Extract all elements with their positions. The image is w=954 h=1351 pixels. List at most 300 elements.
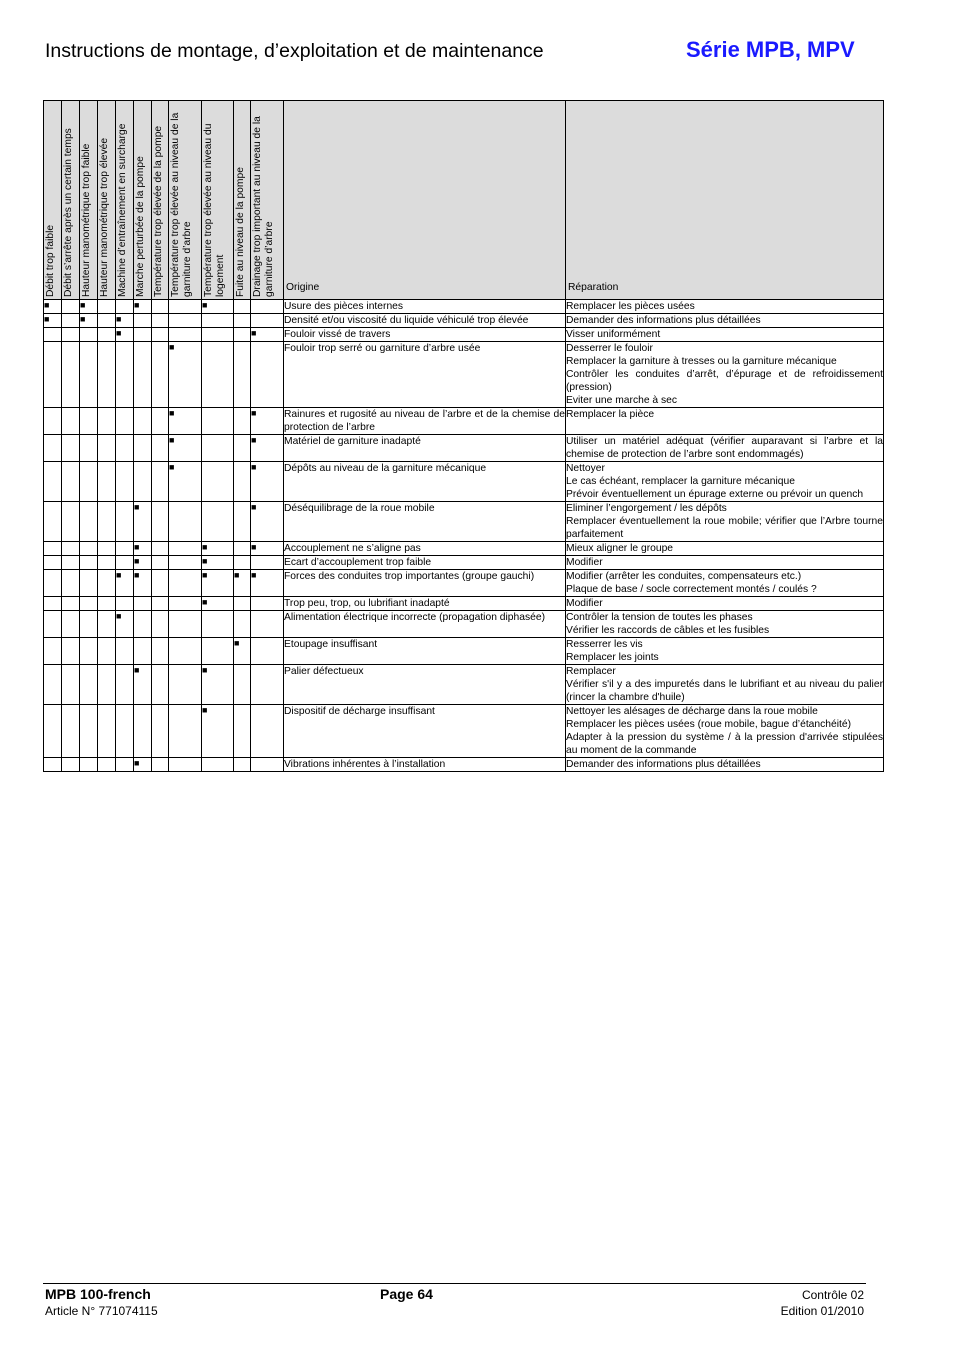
repair-line: Resserrer les vis: [566, 639, 643, 650]
table-row: [44, 462, 884, 502]
repair-cell: [566, 314, 884, 328]
symptom-cell: [44, 435, 62, 462]
origin-cell: [284, 665, 566, 705]
footer-page-number: Page 64: [380, 1286, 433, 1302]
repair-line: Remplacer les joints: [566, 652, 659, 663]
check-marker: ■: [134, 758, 140, 768]
symptom-cell: [98, 328, 116, 342]
check-marker: ■: [134, 300, 140, 310]
symptom-cell: [62, 556, 80, 570]
symptom-cell: [62, 570, 80, 597]
symptom-cell: [98, 570, 116, 597]
symptom-cell: [98, 665, 116, 705]
symptom-cell: [98, 435, 116, 462]
symptom-cell: [80, 597, 98, 611]
symptom-cell: [80, 300, 98, 314]
symptom-cell: [80, 314, 98, 328]
check-marker: ■: [169, 342, 175, 352]
symptom-label: Drainage trop important au niveau de la garniture d’arbre: [252, 116, 275, 297]
symptom-cell: [202, 328, 234, 342]
symptom-cell: [116, 611, 134, 638]
origin-header: Origine: [284, 101, 566, 300]
symptom-cell: [152, 705, 169, 758]
symptom-cell: [62, 758, 80, 772]
footer-control: Contrôle 02: [801, 1288, 864, 1302]
symptom-cell: [202, 758, 234, 772]
repair-line: Nettoyer les alésages de décharge dans la roue mobile: [566, 706, 818, 717]
symptom-cell: [44, 462, 62, 502]
symptom-label: Débit trop faible: [45, 224, 56, 297]
symptom-cell: [98, 462, 116, 502]
symptom-cell: [134, 542, 152, 556]
symptom-cell: [152, 638, 169, 665]
symptom-cell: [234, 570, 251, 597]
symptom-label: Température trop élevée au niveau de la garniture d’arbre: [170, 112, 193, 297]
symptom-cell: [251, 758, 284, 772]
symptom-cell: [116, 556, 134, 570]
repair-line: Demander des informations plus détaillées: [566, 759, 761, 770]
symptom-header: [98, 101, 116, 300]
symptom-cell: [134, 570, 152, 597]
symptom-cell: [62, 665, 80, 705]
symptom-cell: [202, 665, 234, 705]
symptom-cell: [251, 328, 284, 342]
check-marker: ■: [202, 597, 208, 607]
symptom-cell: [234, 597, 251, 611]
symptom-cell: [152, 665, 169, 705]
symptom-cell: [234, 542, 251, 556]
symptom-cell: [251, 597, 284, 611]
symptom-header: [44, 101, 62, 300]
symptom-cell: [152, 570, 169, 597]
symptom-cell: [134, 462, 152, 502]
symptom-header: [80, 101, 98, 300]
origin-cell: [284, 328, 566, 342]
check-marker: ■: [251, 328, 257, 338]
troubleshooting-table: [43, 100, 884, 772]
symptom-cell: [80, 758, 98, 772]
symptom-cell: [152, 758, 169, 772]
repair-cell: [566, 665, 884, 705]
repair-line: Contrôler la tension de toutes les phases: [566, 612, 753, 623]
symptom-cell: [98, 408, 116, 435]
symptom-cell: [251, 314, 284, 328]
origin-cell: [284, 638, 566, 665]
symptom-cell: [169, 665, 202, 705]
symptom-cell: [98, 611, 116, 638]
symptom-cell: [202, 542, 234, 556]
repair-line: Plaque de base / socle correctement montés / coulés ?: [566, 584, 817, 595]
symptom-cell: [251, 665, 284, 705]
symptom-cell: [169, 638, 202, 665]
symptom-header: [234, 101, 251, 300]
symptom-cell: [251, 408, 284, 435]
footer-document-id: MPB 100-french: [45, 1286, 151, 1302]
symptom-label: Machine d’entraînement en surcharge: [117, 123, 128, 297]
symptom-cell: [169, 556, 202, 570]
repair-cell: [566, 570, 884, 597]
symptom-header: [116, 101, 134, 300]
symptom-cell: [234, 502, 251, 542]
repair-line: Demander des informations plus détaillées: [566, 315, 761, 326]
symptom-cell: [169, 435, 202, 462]
symptom-cell: [44, 638, 62, 665]
symptom-header: [62, 101, 80, 300]
check-marker: ■: [169, 462, 175, 472]
symptom-cell: [134, 328, 152, 342]
table-body: [44, 300, 884, 772]
symptom-cell: [116, 328, 134, 342]
repair-cell: [566, 300, 884, 314]
repair-cell: [566, 542, 884, 556]
table-row: [44, 570, 884, 597]
symptom-cell: [116, 570, 134, 597]
symptom-cell: [169, 300, 202, 314]
origin-line: Usure des pièces internes: [284, 301, 404, 312]
table-row: [44, 435, 884, 462]
symptom-cell: [234, 314, 251, 328]
check-marker: ■: [202, 556, 208, 566]
symptom-cell: [98, 542, 116, 556]
origin-cell: [284, 597, 566, 611]
symptom-cell: [62, 705, 80, 758]
symptom-cell: [202, 342, 234, 408]
repair-cell: [566, 408, 884, 435]
origin-line: Fouloir trop serré ou garniture d’arbre usée: [284, 343, 481, 354]
origin-cell: [284, 542, 566, 556]
check-marker: ■: [251, 502, 257, 512]
symptom-cell: [98, 300, 116, 314]
symptom-cell: [98, 758, 116, 772]
table-row: [44, 328, 884, 342]
repair-line: Eliminer l’engorgement / les dépôts: [566, 503, 727, 514]
table-row: [44, 408, 884, 435]
symptom-cell: [116, 502, 134, 542]
origin-cell: [284, 314, 566, 328]
origin-line: Dispositif de décharge insuffisant: [284, 706, 435, 717]
symptom-cell: [251, 435, 284, 462]
symptom-cell: [169, 314, 202, 328]
symptom-cell: [80, 462, 98, 502]
symptom-cell: [202, 597, 234, 611]
symptom-cell: [62, 300, 80, 314]
symptom-cell: [251, 300, 284, 314]
check-marker: ■: [116, 570, 122, 580]
symptom-cell: [152, 300, 169, 314]
check-marker: ■: [134, 502, 140, 512]
origin-line: Vibrations inhérentes à l’installation: [284, 759, 446, 770]
symptom-cell: [80, 570, 98, 597]
symptom-cell: [134, 502, 152, 542]
symptom-cell: [202, 705, 234, 758]
symptom-cell: [152, 462, 169, 502]
symptom-cell: [44, 597, 62, 611]
symptom-cell: [44, 570, 62, 597]
symptom-cell: [44, 408, 62, 435]
symptom-cell: [116, 665, 134, 705]
table-row: [44, 542, 884, 556]
repair-cell: [566, 342, 884, 408]
repair-line: Adapter à la pression du système / à la pression d'arrivée stipulées au moment de la commande: [566, 732, 883, 756]
symptom-cell: [169, 502, 202, 542]
symptom-cell: [62, 435, 80, 462]
symptom-cell: [62, 502, 80, 542]
symptom-cell: [152, 408, 169, 435]
symptom-cell: [251, 542, 284, 556]
origin-line: Fouloir vissé de travers: [284, 329, 391, 340]
table-row: [44, 597, 884, 611]
symptom-cell: [116, 314, 134, 328]
symptom-cell: [169, 408, 202, 435]
table-row: [44, 502, 884, 542]
check-marker: ■: [251, 542, 257, 552]
symptom-cell: [80, 435, 98, 462]
check-marker: ■: [134, 542, 140, 552]
origin-line: Rainures et rugosité au niveau de l’arbre et de la chemise de protection de l’arbre: [284, 409, 565, 433]
symptom-cell: [98, 705, 116, 758]
symptom-cell: [251, 462, 284, 502]
symptom-cell: [234, 638, 251, 665]
origin-cell: [284, 408, 566, 435]
check-marker: ■: [202, 300, 208, 310]
symptom-cell: [234, 758, 251, 772]
table-row: [44, 556, 884, 570]
symptom-cell: [80, 705, 98, 758]
table-row: [44, 758, 884, 772]
table-row: [44, 638, 884, 665]
symptom-cell: [251, 502, 284, 542]
footer-article-number: Article N° 771074115: [45, 1304, 158, 1318]
symptom-cell: [98, 342, 116, 408]
origin-cell: [284, 300, 566, 314]
symptom-cell: [98, 638, 116, 665]
symptom-cell: [152, 611, 169, 638]
symptom-cell: [134, 665, 152, 705]
origin-line: Densité et/ou viscosité du liquide véhiculé trop élevée: [284, 315, 529, 326]
symptom-cell: [98, 314, 116, 328]
symptom-cell: [80, 665, 98, 705]
symptom-label: Débit s’arrête après un certain temps: [63, 128, 74, 297]
symptom-cell: [152, 328, 169, 342]
symptom-cell: [202, 314, 234, 328]
symptom-cell: [234, 300, 251, 314]
check-marker: ■: [169, 435, 175, 445]
repair-cell: [566, 597, 884, 611]
symptom-header: [152, 101, 169, 300]
check-marker: ■: [80, 314, 86, 324]
symptom-cell: [152, 502, 169, 542]
symptom-cell: [202, 570, 234, 597]
check-marker: ■: [116, 611, 122, 621]
symptom-cell: [44, 314, 62, 328]
symptom-cell: [44, 542, 62, 556]
repair-cell: [566, 328, 884, 342]
origin-cell: [284, 435, 566, 462]
origin-line: Trop peu, trop, ou lubrifiant inadapté: [284, 598, 450, 609]
symptom-cell: [202, 408, 234, 435]
symptom-label: Fuite au niveau de la pompe: [235, 167, 246, 297]
repair-line: Le cas échéant, remplacer la garniture mécanique: [566, 476, 795, 487]
symptom-label: Hauteur manométrique trop faible: [81, 143, 92, 297]
symptom-cell: [116, 597, 134, 611]
symptom-cell: [62, 597, 80, 611]
table-row: [44, 705, 884, 758]
symptom-cell: [152, 342, 169, 408]
repair-line: Mieux aligner le groupe: [566, 543, 674, 554]
symptom-label: Température trop élevée au niveau du logement: [203, 123, 226, 297]
check-marker: ■: [116, 314, 122, 324]
symptom-cell: [134, 342, 152, 408]
origin-line: Etoupage insuffisant: [284, 639, 378, 650]
footer-edition: Edition 01/2010: [780, 1304, 864, 1318]
symptom-cell: [62, 638, 80, 665]
symptom-cell: [62, 611, 80, 638]
repair-line: Remplacer: [566, 666, 616, 677]
symptom-cell: [152, 542, 169, 556]
symptom-cell: [169, 758, 202, 772]
origin-line: Alimentation électrique incorrecte (propagation diphasée): [284, 612, 546, 623]
origin-cell: [284, 462, 566, 502]
check-marker: ■: [169, 408, 175, 418]
symptom-cell: [44, 758, 62, 772]
symptom-cell: [116, 758, 134, 772]
symptom-cell: [98, 556, 116, 570]
repair-cell: [566, 502, 884, 542]
symptom-cell: [152, 435, 169, 462]
check-marker: ■: [134, 570, 140, 580]
series-title: Série MPB, MPV: [686, 37, 855, 62]
symptom-cell: [80, 611, 98, 638]
repair-line: Vérifier les raccords de câbles et les fusibles: [566, 625, 770, 636]
symptom-cell: [62, 462, 80, 502]
origin-cell: [284, 502, 566, 542]
symptom-cell: [44, 665, 62, 705]
repair-cell: [566, 705, 884, 758]
symptom-cell: [202, 300, 234, 314]
symptom-label: Marche perturbée de la pompe: [135, 156, 146, 297]
symptom-cell: [62, 314, 80, 328]
symptom-cell: [116, 542, 134, 556]
symptom-header: [202, 101, 234, 300]
symptom-cell: [234, 462, 251, 502]
symptom-cell: [44, 300, 62, 314]
symptom-cell: [234, 328, 251, 342]
repair-line: Remplacer éventuellement la roue mobile; vérifier que l’Arbre tourne parfaitement: [566, 516, 883, 540]
check-marker: ■: [202, 542, 208, 552]
symptom-cell: [134, 758, 152, 772]
check-marker: ■: [202, 705, 208, 715]
symptom-cell: [62, 328, 80, 342]
symptom-cell: [98, 597, 116, 611]
origin-cell: [284, 342, 566, 408]
symptom-cell: [152, 314, 169, 328]
symptom-cell: [234, 556, 251, 570]
check-marker: ■: [251, 570, 257, 580]
footer-divider: [43, 1283, 866, 1284]
table-row: [44, 300, 884, 314]
repair-line: Prévoir éventuellement un épurage externe ou prévoir un quench: [566, 489, 864, 500]
repair-line: Eviter une marche à sec: [566, 395, 678, 406]
symptom-cell: [234, 342, 251, 408]
symptom-cell: [116, 435, 134, 462]
symptom-cell: [134, 300, 152, 314]
symptom-cell: [251, 611, 284, 638]
check-marker: ■: [251, 462, 257, 472]
repair-line: Nettoyer: [566, 463, 605, 474]
repair-line: Contrôler les conduites d’arrêt, d’épurage et de refroidissement (pression): [566, 369, 883, 393]
symptom-cell: [234, 665, 251, 705]
symptom-cell: [80, 342, 98, 408]
symptom-cell: [169, 705, 202, 758]
symptom-cell: [44, 342, 62, 408]
symptom-cell: [44, 705, 62, 758]
symptom-cell: [116, 300, 134, 314]
origin-cell: [284, 611, 566, 638]
symptom-cell: [116, 342, 134, 408]
repair-line: Remplacer les pièces usées: [566, 301, 695, 312]
origin-line: Forces des conduites trop importantes (groupe gauchi): [284, 571, 535, 582]
symptom-cell: [116, 462, 134, 502]
symptom-cell: [98, 502, 116, 542]
symptom-cell: [202, 611, 234, 638]
origin-cell: [284, 570, 566, 597]
origin-line: Déséquilibrage de la roue mobile: [284, 503, 435, 514]
symptom-cell: [202, 435, 234, 462]
symptom-label: Hauteur manométrique trop élevée: [99, 137, 110, 297]
symptom-cell: [169, 328, 202, 342]
symptom-cell: [62, 342, 80, 408]
symptom-cell: [234, 408, 251, 435]
symptom-cell: [116, 705, 134, 758]
origin-line: Dépôts au niveau de la garniture mécanique: [284, 463, 487, 474]
check-marker: ■: [44, 314, 50, 324]
repair-cell: [566, 435, 884, 462]
repair-cell: [566, 556, 884, 570]
origin-line: Accouplement ne s’aligne pas: [284, 543, 421, 554]
origin-line: Palier défectueux: [284, 666, 364, 677]
symptom-label: Température trop élevée de la pompe: [153, 125, 164, 297]
repair-line: Visser uniformément: [566, 329, 661, 340]
symptom-cell: [62, 542, 80, 556]
repair-cell: [566, 611, 884, 638]
symptom-cell: [234, 611, 251, 638]
repair-line: Modifier (arrêter les conduites, compensateurs etc.): [566, 571, 802, 582]
symptom-cell: [134, 556, 152, 570]
table-row: [44, 665, 884, 705]
repair-line: Modifier: [566, 598, 603, 609]
repair-line: Modifier: [566, 557, 603, 568]
symptom-cell: [169, 597, 202, 611]
check-marker: ■: [116, 328, 122, 338]
symptom-cell: [44, 502, 62, 542]
check-marker: ■: [234, 570, 240, 580]
symptom-cell: [234, 435, 251, 462]
symptom-cell: [234, 705, 251, 758]
symptom-cell: [80, 542, 98, 556]
symptom-cell: [62, 408, 80, 435]
repair-line: Utiliser un matériel adéquat (vérifier auparavant si l’arbre et la chemise de protection de l’arbre sont endommagés): [566, 436, 883, 460]
repair-line: Desserrer le fouloir: [566, 343, 653, 354]
symptom-cell: [134, 435, 152, 462]
symptom-cell: [169, 542, 202, 556]
symptom-cell: [80, 556, 98, 570]
symptom-cell: [44, 556, 62, 570]
check-marker: ■: [134, 665, 140, 675]
check-marker: ■: [80, 300, 86, 310]
symptom-cell: [251, 705, 284, 758]
symptom-cell: [116, 638, 134, 665]
symptom-cell: [152, 597, 169, 611]
